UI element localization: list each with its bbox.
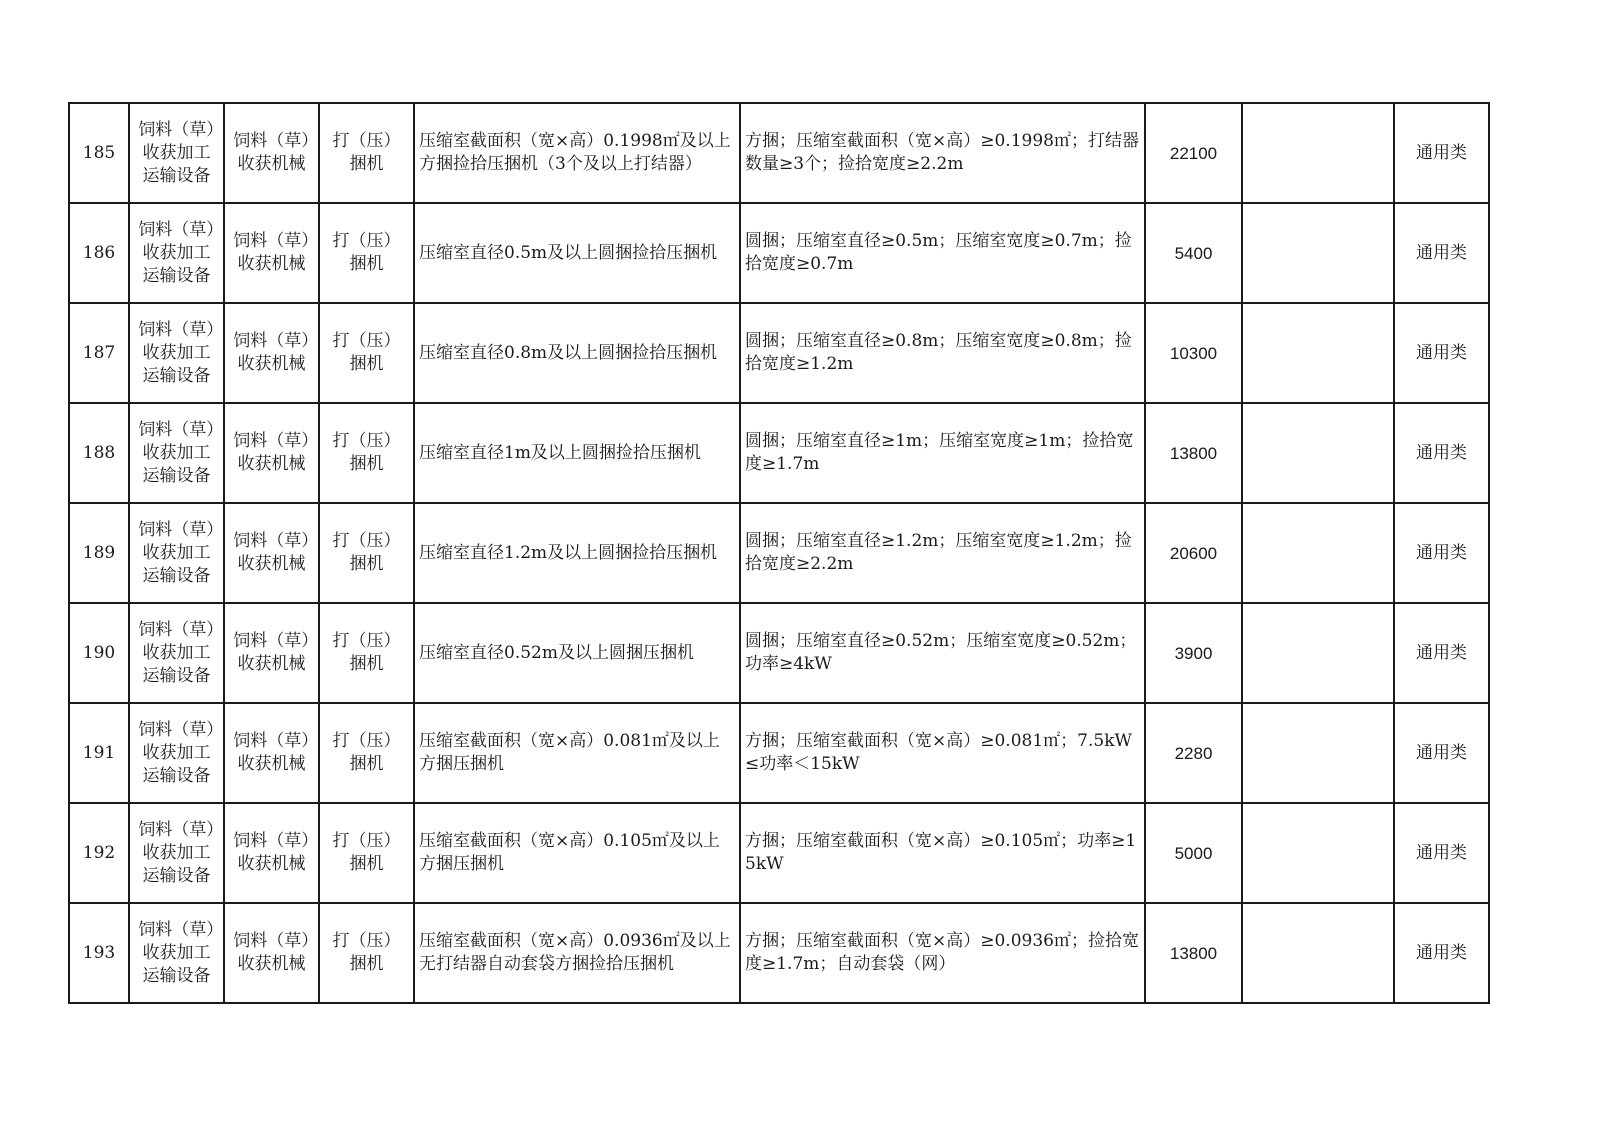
item-cell: 饲料（草）收获机械 [224, 903, 319, 1003]
note-cell [1242, 303, 1394, 403]
category-cell: 饲料（草）收获加工运输设备 [129, 803, 224, 903]
item-cell: 饲料（草）收获机械 [224, 403, 319, 503]
type-cell: 打（压）捆机 [319, 203, 414, 303]
table-row [69, 503, 1489, 603]
spec-cell: 圆捆；压缩室直径≥0.5m；压缩室宽度≥0.7m；捡拾宽度≥0.7m [740, 203, 1145, 303]
product-name-cell: 压缩室直径1m及以上圆捆捡拾压捆机 [414, 403, 740, 503]
row-number: 186 [69, 203, 129, 303]
table-row [69, 703, 1489, 803]
spec-cell: 方捆；压缩室截面积（宽×高）≥0.0936㎡；捡拾宽度≥1.7m；自动套袋（网） [740, 903, 1145, 1003]
note-cell [1242, 203, 1394, 303]
subsidy-amount-cell: 2280 [1145, 703, 1242, 803]
item-cell: 饲料（草）收获机械 [224, 503, 319, 603]
class-cell: 通用类 [1394, 503, 1489, 603]
type-cell: 打（压）捆机 [319, 603, 414, 703]
category-cell: 饲料（草）收获加工运输设备 [129, 603, 224, 703]
type-cell: 打（压）捆机 [319, 903, 414, 1003]
class-cell: 通用类 [1394, 303, 1489, 403]
spec-cell: 圆捆；压缩室直径≥0.8m；压缩室宽度≥0.8m；捡拾宽度≥1.2m [740, 303, 1145, 403]
note-cell [1242, 103, 1394, 203]
class-cell: 通用类 [1394, 803, 1489, 903]
type-cell: 打（压）捆机 [319, 403, 414, 503]
category-cell: 饲料（草）收获加工运输设备 [129, 103, 224, 203]
item-cell: 饲料（草）收获机械 [224, 803, 319, 903]
category-cell: 饲料（草）收获加工运输设备 [129, 303, 224, 403]
note-cell [1242, 403, 1394, 503]
subsidy-amount-cell: 22100 [1145, 103, 1242, 203]
product-name-cell: 压缩室截面积（宽×高）0.1998㎡及以上方捆捡拾压捆机（3个及以上打结器） [414, 103, 740, 203]
product-name-cell: 压缩室截面积（宽×高）0.105㎡及以上方捆压捆机 [414, 803, 740, 903]
table-row [69, 103, 1489, 203]
table-row [69, 303, 1489, 403]
row-number: 185 [69, 103, 129, 203]
category-cell: 饲料（草）收获加工运输设备 [129, 903, 224, 1003]
note-cell [1242, 503, 1394, 603]
spec-cell: 圆捆；压缩室直径≥1m；压缩室宽度≥1m；捡拾宽度≥1.7m [740, 403, 1145, 503]
table-row [69, 803, 1489, 903]
type-cell: 打（压）捆机 [319, 803, 414, 903]
class-cell: 通用类 [1394, 703, 1489, 803]
row-number: 193 [69, 903, 129, 1003]
subsidy-amount-cell: 3900 [1145, 603, 1242, 703]
table-row [69, 603, 1489, 703]
spec-cell: 圆捆；压缩室直径≥0.52m；压缩室宽度≥0.52m；功率≥4kW [740, 603, 1145, 703]
category-cell: 饲料（草）收获加工运输设备 [129, 203, 224, 303]
subsidy-amount-cell: 5400 [1145, 203, 1242, 303]
subsidy-table [68, 102, 1490, 1004]
category-cell: 饲料（草）收获加工运输设备 [129, 703, 224, 803]
spec-cell: 方捆；压缩室截面积（宽×高）≥0.081㎡；7.5kW≤功率＜15kW [740, 703, 1145, 803]
item-cell: 饲料（草）收获机械 [224, 103, 319, 203]
spec-cell: 方捆；压缩室截面积（宽×高）≥0.1998㎡；打结器数量≥3个；捡拾宽度≥2.2m [740, 103, 1145, 203]
product-name-cell: 压缩室截面积（宽×高）0.0936㎡及以上无打结器自动套袋方捆捡拾压捆机 [414, 903, 740, 1003]
product-name-cell: 压缩室直径0.8m及以上圆捆捡拾压捆机 [414, 303, 740, 403]
product-name-cell: 压缩室截面积（宽×高）0.081㎡及以上方捆压捆机 [414, 703, 740, 803]
note-cell [1242, 903, 1394, 1003]
note-cell [1242, 603, 1394, 703]
subsidy-amount-cell: 13800 [1145, 403, 1242, 503]
class-cell: 通用类 [1394, 203, 1489, 303]
spec-cell: 圆捆；压缩室直径≥1.2m；压缩室宽度≥1.2m；捡拾宽度≥2.2m [740, 503, 1145, 603]
product-name-cell: 压缩室直径0.52m及以上圆捆压捆机 [414, 603, 740, 703]
item-cell: 饲料（草）收获机械 [224, 603, 319, 703]
class-cell: 通用类 [1394, 403, 1489, 503]
class-cell: 通用类 [1394, 103, 1489, 203]
table-row [69, 203, 1489, 303]
row-number: 187 [69, 303, 129, 403]
table-row [69, 403, 1489, 503]
subsidy-amount-cell: 13800 [1145, 903, 1242, 1003]
row-number: 191 [69, 703, 129, 803]
type-cell: 打（压）捆机 [319, 103, 414, 203]
class-cell: 通用类 [1394, 603, 1489, 703]
note-cell [1242, 803, 1394, 903]
item-cell: 饲料（草）收获机械 [224, 303, 319, 403]
category-cell: 饲料（草）收获加工运输设备 [129, 403, 224, 503]
item-cell: 饲料（草）收获机械 [224, 703, 319, 803]
table-row [69, 903, 1489, 1003]
subsidy-amount-cell: 20600 [1145, 503, 1242, 603]
row-number: 192 [69, 803, 129, 903]
category-cell: 饲料（草）收获加工运输设备 [129, 503, 224, 603]
type-cell: 打（压）捆机 [319, 303, 414, 403]
product-name-cell: 压缩室直径1.2m及以上圆捆捡拾压捆机 [414, 503, 740, 603]
product-name-cell: 压缩室直径0.5m及以上圆捆捡拾压捆机 [414, 203, 740, 303]
class-cell: 通用类 [1394, 903, 1489, 1003]
table-body [69, 103, 1489, 1003]
spec-cell: 方捆；压缩室截面积（宽×高）≥0.105㎡；功率≥15kW [740, 803, 1145, 903]
note-cell [1242, 703, 1394, 803]
item-cell: 饲料（草）收获机械 [224, 203, 319, 303]
row-number: 189 [69, 503, 129, 603]
row-number: 188 [69, 403, 129, 503]
subsidy-amount-cell: 5000 [1145, 803, 1242, 903]
subsidy-amount-cell: 10300 [1145, 303, 1242, 403]
type-cell: 打（压）捆机 [319, 503, 414, 603]
type-cell: 打（压）捆机 [319, 703, 414, 803]
row-number: 190 [69, 603, 129, 703]
